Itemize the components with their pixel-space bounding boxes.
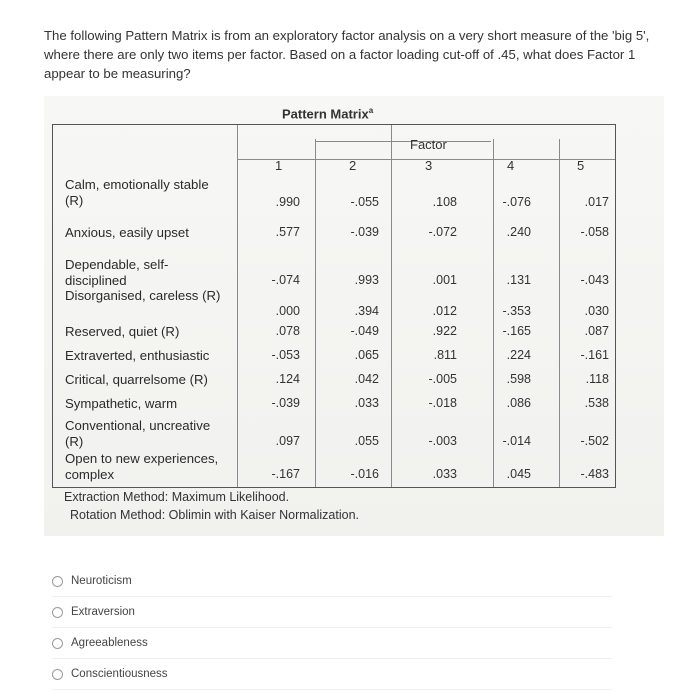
loading-cell: -.003 <box>428 434 457 448</box>
row-label: Dependable, self-disciplined <box>65 257 169 288</box>
loading-cell: .030 <box>584 304 609 318</box>
loading-cell: -.076 <box>502 195 531 209</box>
option-agreeableness[interactable] <box>52 628 612 659</box>
row-label: Calm, emotionally stable (R) <box>65 177 209 208</box>
loading-cell: .598 <box>506 372 531 386</box>
radio-circle-icon[interactable] <box>52 607 63 618</box>
table-title: Pattern Matrix$^a$ <box>282 106 374 122</box>
loading-cell: -.167 <box>271 467 300 481</box>
row-label: Critical, quarrelsome (R) <box>65 372 208 387</box>
radio-circle-icon[interactable] <box>52 669 63 680</box>
option-neuroticism[interactable] <box>52 566 612 597</box>
loading-cell: -.353 <box>502 304 531 318</box>
loading-cell: .086 <box>506 396 531 410</box>
loading-cell: .811 <box>433 348 457 362</box>
rotation-method-note: Rotation Method: Oblimin with Kaiser Normalization. <box>70 508 360 522</box>
loading-cell: .922 <box>432 324 457 338</box>
pattern-matrix-table <box>52 124 616 488</box>
loading-cell: .124 <box>275 372 300 386</box>
question-text: The following Pattern Matrix is from an exploratory factor analysis on a very short measure of the 'big 5', where there are only two items per factor. Based on a factor loading cut-off of .45, what does Factor 1 appear to be measuring? <box>44 28 650 81</box>
factor-header: Factor <box>410 137 447 152</box>
loading-cell: -.005 <box>428 372 457 386</box>
loading-cell: -.074 <box>271 273 300 287</box>
loading-cell: .097 <box>275 434 300 448</box>
row-label: Extraverted, enthusiastic <box>65 348 210 363</box>
loading-cell: -.055 <box>350 195 379 209</box>
loading-cell: .012 <box>432 304 457 318</box>
loading-cell: -.072 <box>428 225 457 239</box>
loading-cell: .042 <box>354 372 379 386</box>
loading-cell: .538 <box>584 396 609 410</box>
row-label: Open to new experiences, complex <box>65 451 219 482</box>
row-label: Conventional, uncreative (R) <box>65 418 211 449</box>
option-label: Neuroticism <box>71 575 132 587</box>
loading-cell: .577 <box>275 225 300 239</box>
extraction-method-note: Extraction Method: Maximum Likelihood. <box>64 490 290 504</box>
loading-cell: .078 <box>275 324 300 338</box>
row-label: Reserved, quiet (R) <box>65 324 180 339</box>
loading-cell: .394 <box>354 304 379 318</box>
option-extraversion[interactable] <box>52 597 612 628</box>
loading-cell: .240 <box>506 225 531 239</box>
option-conscientiousness[interactable] <box>52 659 612 690</box>
option-label: Extraversion <box>71 606 135 618</box>
col-header-3: 3 <box>425 158 433 173</box>
option-label: Agreeableness <box>71 637 148 649</box>
col-header-4: 4 <box>507 158 515 173</box>
row-label: Anxious, easily upset <box>65 225 189 240</box>
radio-circle-icon[interactable] <box>52 576 63 587</box>
row-label: Disorganised, careless (R) <box>65 288 221 303</box>
option-label: Conscientiousness <box>71 668 168 680</box>
loading-cell: -.161 <box>580 348 609 362</box>
col-header-2: 2 <box>349 158 357 173</box>
loading-cell: .065 <box>354 348 379 362</box>
loading-cell: -.502 <box>580 434 609 448</box>
loading-cell: .108 <box>432 195 457 209</box>
loading-cell: -.053 <box>271 348 300 362</box>
loading-cell: -.049 <box>350 324 379 338</box>
loading-cell: .055 <box>354 434 379 448</box>
loading-cell: .033 <box>432 467 457 481</box>
loading-cell: .045 <box>506 467 531 481</box>
loading-cell: .017 <box>584 195 609 209</box>
loading-cell: .033 <box>354 396 379 410</box>
loading-cell: -.165 <box>502 324 531 338</box>
loading-cell: -.483 <box>580 467 609 481</box>
loading-cell: .993 <box>354 273 379 287</box>
loading-cell: -.014 <box>502 434 531 448</box>
loading-cell: -.039 <box>350 225 379 239</box>
loading-cell: -.043 <box>580 273 609 287</box>
row-label: Sympathetic, warm <box>65 396 178 411</box>
loading-cell: -.058 <box>580 225 609 239</box>
loading-cell: .990 <box>275 195 300 209</box>
loading-cell: .131 <box>506 273 531 287</box>
loading-cell: -.016 <box>350 467 379 481</box>
col-header-5: 5 <box>577 158 585 173</box>
loading-cell: .118 <box>585 372 609 386</box>
loading-cell: -.018 <box>428 396 457 410</box>
radio-circle-icon[interactable] <box>52 638 63 649</box>
loading-cell: -.039 <box>271 396 300 410</box>
loading-cell: .000 <box>275 304 300 318</box>
answer-options <box>52 566 612 690</box>
col-header-1: 1 <box>275 158 283 173</box>
loading-cell: .087 <box>584 324 609 338</box>
loading-cell: .001 <box>432 273 457 287</box>
loading-cell: .224 <box>506 348 531 362</box>
